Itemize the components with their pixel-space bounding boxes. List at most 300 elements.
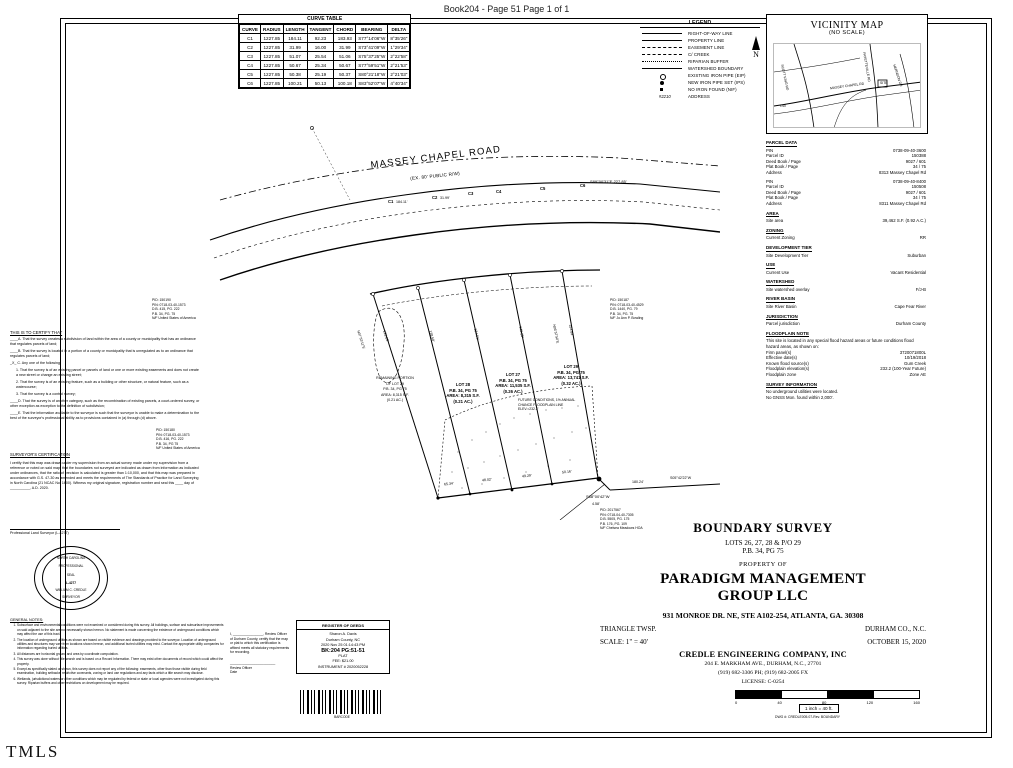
dim-side-2: 128.50' bbox=[428, 330, 436, 343]
cell: 1°29'34" bbox=[388, 43, 410, 52]
riparian-buffer-icon bbox=[640, 58, 684, 65]
field-label: Firm panel(s) bbox=[766, 349, 792, 355]
cell: 184.11 bbox=[283, 34, 307, 43]
barcode-label: BARCODE bbox=[334, 715, 350, 719]
cell: 92.23 bbox=[307, 34, 334, 43]
field-label: Deed Book / Page bbox=[766, 189, 801, 195]
lot-27-line4: (0.26 AC.) bbox=[503, 388, 523, 394]
field-value: 3720071800L bbox=[899, 349, 926, 355]
site-data-panel bbox=[766, 140, 926, 404]
legend-item-label: EXISTING IRON PIPE (EIP) bbox=[688, 73, 746, 78]
survey-drawing bbox=[152, 80, 720, 531]
vicinity-label-fayetteville: FAYETTEVILLE RD bbox=[862, 52, 872, 83]
field-value: 8313 Massey Chapel Rd bbox=[878, 169, 926, 175]
vicinity-label-massey: MASSEY CHAPEL RD bbox=[829, 81, 865, 91]
curve-table-header-row bbox=[240, 25, 410, 34]
field-label: Parcel jurisdiction bbox=[766, 321, 800, 327]
cell: 50.37 bbox=[334, 70, 356, 79]
scale-label: SCALE: 1" = 40' bbox=[600, 638, 648, 646]
curve-table-col: BEARING bbox=[356, 25, 388, 34]
vicinity-label-scott-king: SCOTT KING RD bbox=[780, 64, 790, 91]
legend-item-label: RIPARIAN BUFFER bbox=[688, 59, 729, 64]
bearing-side-2: N06°57'50"E bbox=[552, 324, 560, 344]
certification-paragraph: ____A. That the survey creates a subdivision of land within the area of a county or municipality that has an ordinance that regulates parcels of land; bbox=[10, 337, 196, 346]
adjoiner-line: P.B. 34, PG. 75 bbox=[610, 311, 634, 316]
parcel-data-block bbox=[766, 140, 926, 207]
surveyor-certification-title: SURVEYOR'S CERTIFICATION bbox=[10, 452, 70, 457]
vicinity-map-subtitle: (NO SCALE) bbox=[828, 30, 865, 36]
lot-28-line1: LOT 28 bbox=[455, 382, 471, 387]
north-letter: N bbox=[753, 50, 759, 59]
review-officer-block bbox=[230, 632, 290, 675]
north-arrow bbox=[745, 36, 767, 59]
cell: 31.99 bbox=[283, 43, 307, 52]
adjoiner-line: D.B. 416, PG. 222 bbox=[156, 437, 184, 442]
area-title: AREA bbox=[766, 210, 779, 216]
vicinity-map bbox=[766, 14, 928, 134]
adjoiner-line: N/F Chelsea Meadows HOA bbox=[600, 526, 643, 531]
curve-table-col: RADIUS bbox=[261, 25, 284, 34]
dim-side-1: 122.65' bbox=[382, 330, 390, 343]
review-officer-date: Date bbox=[230, 670, 238, 675]
legend-item-label: ADDRESS bbox=[688, 94, 710, 99]
cell: 50.67 bbox=[283, 61, 307, 70]
cell: S73°41'09"W bbox=[356, 43, 388, 52]
watershed-boundary-icon bbox=[640, 65, 684, 72]
title-block bbox=[600, 520, 926, 686]
adjoiner-line: PID: 150187 bbox=[610, 298, 629, 302]
field-value: Durham County bbox=[895, 321, 926, 327]
cell: 2°21'03" bbox=[388, 70, 410, 79]
surveyor-certification-block bbox=[10, 452, 200, 494]
vicinity-map-title: VICINITY MAP bbox=[810, 20, 884, 31]
signature-block bbox=[10, 515, 200, 535]
cell: C3 bbox=[240, 52, 261, 61]
cell: 1227.85 bbox=[261, 61, 284, 70]
table-row bbox=[240, 61, 410, 70]
legend-item bbox=[640, 37, 760, 44]
seal-line-1: NORTH CAROLINA bbox=[56, 556, 86, 560]
general-note-item: 2. The location of underground utilities as shown are based on visible evidence and drawings provided to the surveyor. Location of underground utilities and structures may vary from locations shown hereon, and additional buried utilities may exist. Contact the appropriate utility companies for information regarding buried utilities. bbox=[17, 638, 225, 651]
field-value: RR bbox=[919, 235, 926, 241]
certification-paragraph: ____D. That the survey is of another category, such as the recombination of existing parcels, a court-ordered survey, or other exception as exception to the definition of subdivision; bbox=[10, 399, 200, 408]
register-of-deeds-stamp bbox=[296, 620, 390, 674]
lots-label: LOTS 26, 27, 28 & P/O 29 bbox=[725, 539, 801, 547]
flood-note-line: FUTURE CONDITIONS, 1% ANNUAL bbox=[518, 398, 576, 402]
survey-information-title: SURVEY INFORMATION bbox=[766, 381, 818, 387]
firm-name: CREDLE ENGINEERING COMPANY, INC bbox=[679, 650, 847, 659]
rod-line: PLAT bbox=[338, 654, 348, 659]
cell: 4°40'34" bbox=[388, 79, 410, 88]
bearing-bottom-right: S05°42'22"W bbox=[670, 476, 692, 480]
field-value: 34 / 75 bbox=[912, 164, 926, 170]
cell: 50.13 bbox=[307, 79, 334, 88]
cell: C1 bbox=[240, 34, 261, 43]
curve-label-c6: C6 bbox=[580, 183, 586, 188]
dim-side-4: 140.35' bbox=[518, 326, 525, 339]
lot-29-line1: LOT 29 bbox=[563, 364, 579, 369]
field-label: Parcel ID bbox=[766, 153, 784, 159]
certification-paragraph: 2. That the survey is of an existing feature, such as a building or other structure, or natural feature, such as a watercourse; bbox=[16, 380, 189, 389]
scale-tick: 120 bbox=[866, 700, 874, 705]
legend-title: LEGEND bbox=[640, 20, 760, 28]
vicinity-label-site: SITE bbox=[880, 81, 888, 85]
field-label: Parcel ID bbox=[766, 184, 784, 190]
legend-item bbox=[640, 51, 760, 58]
plat-reference: P.B. 34, PG 75 bbox=[742, 547, 784, 555]
lot-26-label bbox=[376, 376, 414, 404]
development-tier-title: DEVELOPMENT TIER bbox=[766, 244, 812, 250]
dim-side-3: 134.51' bbox=[473, 328, 480, 341]
sheet-title: BOUNDARY SURVEY bbox=[693, 520, 833, 535]
property-of-label: PROPERTY OF bbox=[738, 561, 788, 568]
field-label: Site Development Tier bbox=[766, 252, 809, 258]
dim-rear-1: 65.34' bbox=[443, 481, 454, 487]
owner-name-line2: GROUP LLC bbox=[717, 588, 809, 604]
cell: S77°14'06"W bbox=[356, 34, 388, 43]
field-value: 10/19/2018 bbox=[904, 355, 926, 361]
river-basin-block bbox=[766, 296, 926, 309]
surveyor-seal bbox=[34, 546, 108, 610]
legend-item-label: PROPERTY LINE bbox=[688, 38, 725, 43]
curve-table-col: CURVE bbox=[240, 25, 261, 34]
cell: 50.67 bbox=[334, 61, 356, 70]
township-label: TRIANGLE TWSP. bbox=[600, 625, 657, 633]
flood-note-line: ELEV.=232.2' bbox=[518, 407, 539, 412]
dim-rear-2: 48.02' bbox=[481, 477, 492, 483]
lot-27-line3: AREA: 11,535 S.F. bbox=[495, 383, 531, 389]
cell: C2 bbox=[240, 43, 261, 52]
cell: S75°37'25"W bbox=[356, 52, 388, 61]
lot-26-line2: P.B. 34, PG 75 bbox=[383, 387, 407, 392]
cell: 100.18 bbox=[334, 79, 356, 88]
watershed-title: WATERSHED bbox=[766, 279, 795, 285]
field-value: 39,462 S.F. (0.92 A.C.) bbox=[882, 218, 926, 224]
dim-rear-4: 50.16' bbox=[561, 469, 572, 475]
existing-iron-pipe-icon bbox=[640, 72, 684, 79]
creek-centerline-icon bbox=[640, 51, 684, 58]
river-basin-title: RIVER BASIN bbox=[766, 296, 796, 302]
rod-line: 2020 Nov 25 01:14:43 PM bbox=[320, 643, 366, 648]
adjoiner-line: PIN: 0718-04-40-7305 bbox=[600, 512, 634, 517]
property-line-icon bbox=[640, 37, 684, 44]
legend-item bbox=[640, 58, 760, 65]
use-title: USE bbox=[766, 262, 776, 268]
north-arrow-icon bbox=[752, 36, 760, 50]
surveyor-seal-inner bbox=[42, 553, 100, 603]
cell: C6 bbox=[240, 79, 261, 88]
seal-line-3: SEAL bbox=[66, 573, 76, 577]
general-note-item: 6. Wetlands, jurisdictional waters or other conditions which may be regulated by federal or state or local agencies were not investigated during this survey. Riparian buffers and other restrictions on development may be required. bbox=[17, 677, 225, 686]
scale-bar bbox=[735, 690, 920, 719]
survey-info-line: No underground utilities were located. bbox=[766, 389, 839, 395]
general-note-item: 3. All distances are horizontal ground and area by coordinate computation. bbox=[17, 652, 225, 656]
certification-paragraph: ____E. That the information available to the surveyor is such that the surveyor is unable to make a determination to the best of the surveyor's professional ability as to provisions contained in (a) through (d) above. bbox=[10, 411, 200, 420]
scale-tick: 80 bbox=[821, 700, 827, 705]
lot-29-line4: (0.32 AC.) bbox=[561, 380, 581, 386]
floodplain-note-title: FLOODPLAIN NOTE bbox=[766, 330, 809, 336]
date-label: OCTOBER 15, 2020 bbox=[867, 638, 926, 646]
field-label: Current Zoning bbox=[766, 235, 795, 241]
cell: 50.38 bbox=[283, 70, 307, 79]
cell: 100.21 bbox=[283, 79, 307, 88]
legend-item bbox=[640, 72, 760, 79]
cell: 25.19 bbox=[307, 70, 334, 79]
legend-item bbox=[640, 44, 760, 51]
parcel-data-title: PARCEL DATA bbox=[766, 140, 798, 145]
surveyor-certification-text: I certify that this map was drawn under my supervision from an actual survey made under my supervision from a reference or noted on said map, that the boundaries not surveyed are indicated as drawn from information as indicated under ordinances, that the ratio of precision is calculated is greater than 1:10,000, and that this map was prepared in accordance with G.S. 47-30 as amended and meets the requirements of The Standards of Practice for Land Surveying in North Carolina (21 NCAC No. 1600). Witness my original signature, registration number and seal this ____ day of __________, A.D. 2020. bbox=[10, 460, 199, 490]
cell: 51.07 bbox=[283, 52, 307, 61]
firm-address: 204 E. MARKHAM AVE., DURHAM, N.C., 27701 bbox=[704, 661, 822, 667]
cell: 1227.85 bbox=[261, 43, 284, 52]
rod-line: Durham County, NC bbox=[326, 637, 360, 642]
lot-28-line3: AREA: 8,315 S.F. bbox=[446, 393, 480, 399]
field-value: Zone AE bbox=[909, 372, 926, 377]
dim-rear-3: 49.29' bbox=[521, 473, 532, 479]
signature-line bbox=[10, 515, 120, 530]
cell: 51.06 bbox=[334, 52, 356, 61]
field-value: 8311 Massey Chapel Rd bbox=[879, 200, 926, 206]
dim-side-5: 153.83' bbox=[568, 324, 575, 337]
certification-block bbox=[10, 330, 200, 423]
review-officer-signature-line: ________________________ bbox=[230, 660, 276, 665]
vicinity-map-graphic bbox=[773, 43, 921, 128]
easement-line-icon bbox=[640, 44, 684, 51]
general-note-item: 4. This survey was done without title search and is based on a Record Information. There may exist other documents of record which could affect the property. bbox=[17, 657, 225, 666]
road-subtitle-label: (EX. 80' PUBLIC R/W) bbox=[410, 170, 461, 181]
certification-title: THIS IS TO CERTIFY THAT bbox=[10, 330, 63, 335]
dim-c1: 184.11' bbox=[396, 200, 408, 204]
curve-label-c2: C2 bbox=[432, 195, 438, 200]
curve-label-c5: C5 bbox=[540, 186, 546, 191]
legend-item bbox=[640, 65, 760, 72]
adjoiner-line: PIN: 0718-03-40-1573 bbox=[156, 432, 190, 437]
field-label: PIN bbox=[766, 147, 774, 153]
curve-label-c4: C4 bbox=[496, 189, 502, 194]
field-label: Floodplain elevation(s) bbox=[766, 366, 810, 372]
cell: S83°52'07"W bbox=[356, 79, 388, 88]
cell: S80°21'18"W bbox=[356, 70, 388, 79]
jurisdiction-title: JURISDICTION bbox=[766, 313, 798, 319]
development-tier-block bbox=[766, 245, 926, 258]
rod-line: Sharon A. Davis bbox=[329, 632, 357, 637]
field-value: 0738-09-40-3600 bbox=[893, 147, 926, 153]
table-row bbox=[240, 43, 410, 52]
page-header: Book204 - Page 51 Page 1 of 1 bbox=[443, 4, 570, 14]
field-label: Known flood source(s) bbox=[766, 360, 809, 366]
adjoiner-line: PID: 150180 bbox=[156, 428, 175, 432]
lot-28-line2: P.B. 34, PG 75 bbox=[449, 387, 477, 393]
scale-tick: 0 bbox=[735, 700, 738, 705]
watermark: TMLS bbox=[6, 742, 60, 761]
firm-phone: (919) 682-3306 PH; (919) 682-2005 FX bbox=[718, 670, 808, 676]
field-label: Floodplain zone bbox=[766, 372, 797, 377]
floodplain-map-note bbox=[518, 398, 596, 412]
general-note-item: 1. Subsurface and environmental conditions were not examined or considered during this survey. All buildings, surface and subsurface improvements on said adjacent to the site are not necessarily shown hereon. No statement is made concerning the existence of underground conditions which may affect the use of this tract. bbox=[17, 623, 225, 636]
adjoiner-line: N/F United States of America bbox=[152, 316, 196, 321]
cell: 16.00 bbox=[307, 43, 334, 52]
cell: 183.93 bbox=[334, 34, 356, 43]
lot-26-note: REMAINING PORTION OF LOT 29 bbox=[376, 376, 414, 386]
certification-paragraph: ____B. That the survey is located in a portion of a county or municipality that is unregulated as to an ordinance that regulates parcels of land; bbox=[10, 349, 193, 358]
bearing-rear: S68°00'42"W bbox=[586, 494, 610, 499]
legend-item-label: RIGHT-OF-WAY LINE bbox=[688, 31, 733, 36]
curve-label-c1: C1 bbox=[388, 199, 394, 204]
adjoiner-line: PIN: 0718-03-40-1573 bbox=[152, 302, 186, 307]
drawing-number: DWG #: CREDLE005.07-Rev. BOUNDARY bbox=[775, 715, 841, 719]
road-name-label: MASSEY CHAPEL ROAD bbox=[370, 143, 502, 171]
rod-line: BK:204 PG:51-51 bbox=[321, 647, 365, 654]
field-value: Suburban bbox=[907, 252, 926, 258]
curve-label-c3: C3 bbox=[468, 191, 474, 196]
lot-27-label bbox=[486, 372, 540, 394]
cell: 8°35'26" bbox=[388, 34, 410, 43]
scale-bar-graphic bbox=[735, 690, 920, 699]
cell: 25.34 bbox=[307, 61, 334, 70]
adjoiner-note-1 bbox=[152, 298, 238, 321]
adjoiner-line: P.B. 176, PG. 109 bbox=[600, 521, 627, 526]
adjoiner-line: N/F Jo Ann P. Bowling bbox=[610, 316, 644, 321]
certification-paragraph: 1. That the survey is of an existing parcel or parcels of land or one or more existing easements and does not create a new street or change an existing street; bbox=[16, 368, 199, 377]
review-officer-text: I, ________________, Review Officer of Durham County, certify that the map or plat to which this certification is affixed meets all statutory requirements for recording. bbox=[230, 632, 290, 655]
general-note-item: 5. Except as specifically stated or shown, this survey does not report any of the following: easements, other than those visible during field examination, building setbacks, restrictive covenants, zoning or land use regulations and any facts which a title search may disclose. bbox=[17, 667, 225, 676]
flood-note-line: CHANCE FLOODPLAIN LINE bbox=[518, 402, 564, 407]
field-label: Current Use bbox=[766, 269, 790, 275]
bearing-side-1: N07°53'11"E bbox=[356, 330, 366, 350]
adjoiner-line: P.B. 34, PG 75 bbox=[156, 441, 179, 446]
barcode bbox=[300, 690, 384, 714]
adjoiner-line: D.B. 1440, PG. 79 bbox=[610, 307, 638, 312]
adjoiner-line: PID: 150190 bbox=[152, 298, 171, 302]
zoning-title: ZONING bbox=[766, 227, 784, 233]
dim-tail: 4.58' bbox=[592, 502, 600, 506]
firm-license: LICENSE: C-0254 bbox=[741, 679, 785, 685]
owner-name-line1: PARADIGM MANAGEMENT bbox=[660, 571, 866, 587]
field-value: 232.2 (100-Year Future) bbox=[880, 366, 926, 372]
field-label: Plat Book / Page bbox=[766, 195, 799, 201]
vicinity-label-herndon: HERNDON DR bbox=[892, 64, 904, 88]
table-row bbox=[240, 52, 410, 61]
curve-table-col: DELTA bbox=[388, 25, 410, 34]
cell: 2°21'53" bbox=[388, 61, 410, 70]
curve-table-col: LENGTH bbox=[283, 25, 307, 34]
cell: 1227.85 bbox=[261, 79, 284, 88]
curve-table-col: CHORD bbox=[334, 25, 356, 34]
table-row bbox=[240, 34, 410, 43]
vicinity-label-i40: I-40 bbox=[780, 104, 786, 108]
certification-paragraph: _X_ C. Any one of the following: bbox=[10, 361, 61, 365]
cell: S77°59'51"W bbox=[356, 61, 388, 70]
lot-29-line3: AREA: 13,741 S.F. bbox=[553, 375, 589, 381]
adjoiner-line: PID: 2017567 bbox=[600, 508, 621, 512]
seal-line-4: L-4277 bbox=[65, 581, 77, 585]
certification-paragraph: 3. That the survey is a control survey; bbox=[16, 392, 76, 396]
field-value: F/J-B bbox=[915, 286, 926, 292]
adjoiner-note-2 bbox=[156, 428, 242, 451]
scale-bar-note: 1 inch = 40 ft. bbox=[799, 704, 839, 713]
field-value: 9027 / 601 bbox=[905, 158, 926, 164]
cell: 1227.85 bbox=[261, 52, 284, 61]
curve-table-title: CURVE TABLE bbox=[239, 15, 410, 24]
field-label: PIN bbox=[766, 178, 774, 184]
legend-item-label: NO IRON FOUND (NIF) bbox=[688, 87, 737, 92]
field-value: Gum Creek bbox=[904, 360, 926, 366]
lot-26-line3: AREA: 8,315 S.F. bbox=[381, 392, 409, 397]
cell: 2°22'58" bbox=[388, 52, 410, 61]
dim-bottom-right: 180.24' bbox=[632, 480, 644, 484]
field-label: Deed Book / Page bbox=[766, 158, 801, 164]
legend-item-label: WATERSHED BOUNDARY bbox=[688, 66, 744, 71]
curve-table-col: TANGENT bbox=[307, 25, 334, 34]
field-label: Site area bbox=[766, 218, 784, 224]
field-value: 0738-09-40-8400 bbox=[893, 178, 926, 184]
scale-tick: 160 bbox=[913, 700, 920, 705]
lot-29-label bbox=[544, 364, 598, 386]
scale-tick: 40 bbox=[777, 700, 782, 705]
adjoiner-line: D.B. 415, PG. 222 bbox=[152, 307, 180, 312]
county-label: DURHAM CO., N.C. bbox=[864, 625, 926, 633]
field-value: Vacant Residential bbox=[890, 269, 926, 275]
adjoiner-note-3 bbox=[610, 298, 692, 321]
seal-line-2: PROFESSIONAL bbox=[58, 564, 84, 568]
dim-c2: 31.99' bbox=[440, 196, 450, 200]
lot-28-line4: (0.21 AC.) bbox=[453, 398, 473, 404]
cell: 25.54 bbox=[307, 52, 334, 61]
legend-item bbox=[640, 30, 760, 37]
seal-line-5: WILLIAM C. CREDLE bbox=[55, 588, 87, 592]
jurisdiction-block bbox=[766, 314, 926, 327]
use-block bbox=[766, 262, 926, 275]
lot-27-line2: P.B. 34, PG 75 bbox=[499, 377, 527, 383]
field-value: Cape Fear River bbox=[894, 304, 926, 310]
field-value: 9027 / 601 bbox=[905, 189, 926, 195]
cell: C5 bbox=[240, 70, 261, 79]
seal-line-6: SURVEYOR bbox=[62, 595, 80, 599]
general-notes bbox=[10, 618, 225, 687]
table-row bbox=[240, 70, 410, 79]
field-label: Site River Basin bbox=[766, 304, 797, 310]
cell: 1227.85 bbox=[261, 34, 284, 43]
adjoiner-line: D.B. 5505, PG. 175 bbox=[600, 517, 630, 522]
floodplain-note-text: This site is located in any special flood hazard areas or future conditions flood hazard areas, as shown on: bbox=[766, 338, 914, 350]
field-label: Plat Book / Page bbox=[766, 164, 799, 170]
rod-line: FEE: $21.00 bbox=[332, 659, 354, 664]
review-officer-caption: Review Officer bbox=[230, 665, 252, 670]
adjoiner-line: PIN: 0718-03-40-4529 bbox=[610, 302, 644, 307]
field-value: 34 / 75 bbox=[912, 195, 926, 201]
watershed-block bbox=[766, 279, 926, 292]
floodplain-note-block bbox=[766, 331, 926, 378]
signature-caption: Professional Land Surveyor (L-4277) bbox=[10, 531, 69, 535]
survey-information-block bbox=[766, 382, 926, 401]
legend-item-label: C/ CREEK bbox=[688, 52, 710, 57]
adjoiner-line: N/F United States of America bbox=[156, 446, 200, 451]
legend-item-label: NEW IRON PIPE SET (IPS) bbox=[688, 80, 745, 85]
area-block bbox=[766, 211, 926, 224]
cell: C4 bbox=[240, 61, 261, 70]
lot-28-label bbox=[438, 382, 488, 404]
curve-table bbox=[238, 14, 411, 89]
general-notes-title: GENERAL NOTES: bbox=[10, 618, 44, 622]
cell: 31.99 bbox=[334, 43, 356, 52]
lot-27-line1: LOT 27 bbox=[505, 372, 521, 377]
field-label: Address bbox=[766, 200, 782, 206]
front-bearing-label: S89°00'31"E 227.85' bbox=[590, 179, 627, 184]
adjoiner-line: P.B. 34, PG. 75 bbox=[152, 311, 176, 316]
lot-29-line2: P.B. 34, PG 75 bbox=[557, 369, 585, 375]
field-label: Address bbox=[766, 169, 782, 175]
register-of-deeds-title: REGISTER OF DEEDS bbox=[297, 623, 389, 630]
